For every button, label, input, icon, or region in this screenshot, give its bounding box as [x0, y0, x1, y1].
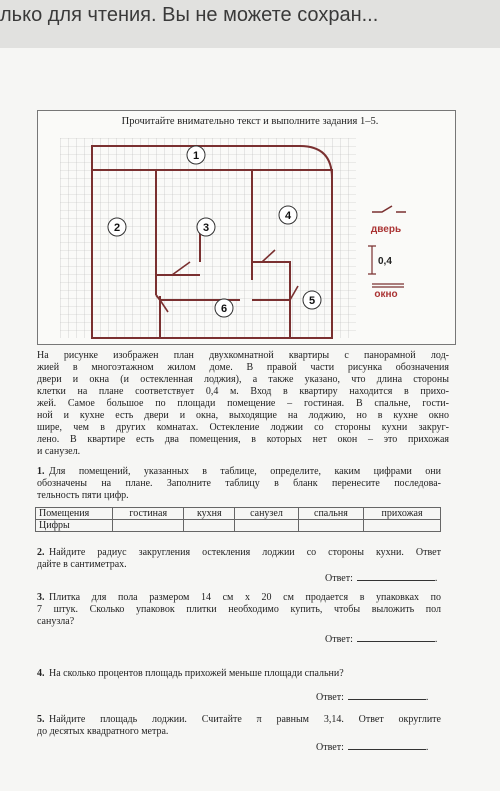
answer-label: Ответ: [325, 634, 353, 645]
table-header-cell: прихожая [364, 508, 441, 520]
table-row [36, 508, 441, 520]
table-row-label: Цифры [36, 520, 113, 532]
task3-number: 3. [37, 592, 45, 603]
task5-line: до десятых квадратного метра. [37, 726, 169, 737]
room-label-4: 4 [284, 210, 292, 222]
room-label-2: 2 [113, 222, 121, 234]
table-answer-cell[interactable] [364, 520, 441, 532]
table-answer-cell[interactable] [113, 520, 184, 532]
task1-line: тельность пяти цифр. [37, 490, 129, 501]
answer-field[interactable]: Ответ: . [325, 573, 438, 584]
task3-line: санузла? [37, 616, 75, 627]
task4-number: 4. [37, 668, 45, 679]
table-answer-cell[interactable] [235, 520, 299, 532]
legend-door: дверь [370, 224, 402, 235]
task5-line: Найдите площадь лоджии. Считайте π равным 3,14. Ответ округлите [49, 714, 441, 725]
table-header-cell: Помещения [36, 508, 113, 520]
answer-field[interactable]: Ответ: . [325, 634, 438, 645]
plan-legend [368, 206, 406, 300]
answer-field[interactable]: Ответ: . [316, 742, 429, 753]
readonly-notice: лько для чтения. Вы не можете сохран... [0, 4, 379, 26]
room-label-1: 1 [192, 150, 200, 162]
room-label-6: 6 [220, 303, 228, 315]
task3-line: Плитка для пола размером 14 см х 20 см продается в упаковках по [49, 592, 441, 603]
table-header-cell: кухня [184, 508, 235, 520]
intro-text: Прочитайте внимательно текст и выполните задания 1–5. [121, 116, 379, 127]
answer-field[interactable]: Ответ: . [316, 692, 429, 703]
task3-line: 7 штук. Сколько упаковок плитки необходимо купить, чтобы выложить пол [37, 604, 441, 615]
legend-window: окно [374, 289, 398, 300]
task2-number: 2. [37, 547, 45, 558]
task1-number: 1. [37, 466, 45, 477]
answer-label: Ответ: [316, 692, 344, 703]
legend-scale: 0,4 [378, 256, 392, 267]
room-label-3: 3 [202, 222, 210, 234]
floor-plan [0, 0, 500, 360]
table-header-cell: спальня [298, 508, 363, 520]
task2-line: Найдите радиус закругления остекления лоджии со стороны кухни. Ответ [49, 547, 441, 558]
task1-line: обозначены на плане. Заполните таблицу в бланк перенесите последова- [37, 478, 441, 489]
table-answer-cell[interactable] [184, 520, 235, 532]
paragraph-line: лено. В квартире есть два помещения, в которых нет окон – это прихожая [37, 434, 449, 445]
answer-label: Ответ: [316, 742, 344, 753]
task5-number: 5. [37, 714, 45, 725]
task1-line: Для помещений, указанных в таблице, определите, каким цифрами они [49, 466, 441, 477]
paragraph-line: и санузел. [37, 446, 81, 457]
task4-line: На сколько процентов площадь прихожей меньше площади спальни? [49, 668, 344, 679]
paragraph-line: жией в многоэтажном жилом доме. В правой части рисунка обозначения [37, 362, 449, 373]
paragraph-line: жей. Самое большое по площади помещение – гостиная. В спальне, гости- [37, 398, 449, 409]
table-row [36, 520, 441, 532]
task1-table [35, 507, 441, 532]
paragraph-line: На рисунке изображен план двухкомнатной квартиры с панорамной лод- [37, 350, 449, 361]
table-header-cell: санузел [235, 508, 299, 520]
paragraph-line: ной и кухне есть двери и окна, выходящие на лоджию, но в кухне окно [37, 410, 449, 421]
paragraph-line: шире, чем в других комнатах. Остекление лоджии со стороны кухни закруг- [37, 422, 449, 433]
window-symbol [372, 284, 404, 287]
table-header-cell: гостиная [113, 508, 184, 520]
room-label-5: 5 [308, 295, 316, 307]
paragraph-line: двери и окна (и остекленная лоджия), а также указано, что длина стороны [37, 374, 449, 385]
table-answer-cell[interactable] [298, 520, 363, 532]
answer-label: Ответ: [325, 573, 353, 584]
task2-line: дайте в сантиметрах. [37, 559, 127, 570]
paragraph-line: клетки на плане соответствует 0,4 м. Вход в квартиру находится в прихо- [37, 386, 449, 397]
scale-symbol [368, 246, 376, 274]
door-symbol [372, 206, 406, 212]
